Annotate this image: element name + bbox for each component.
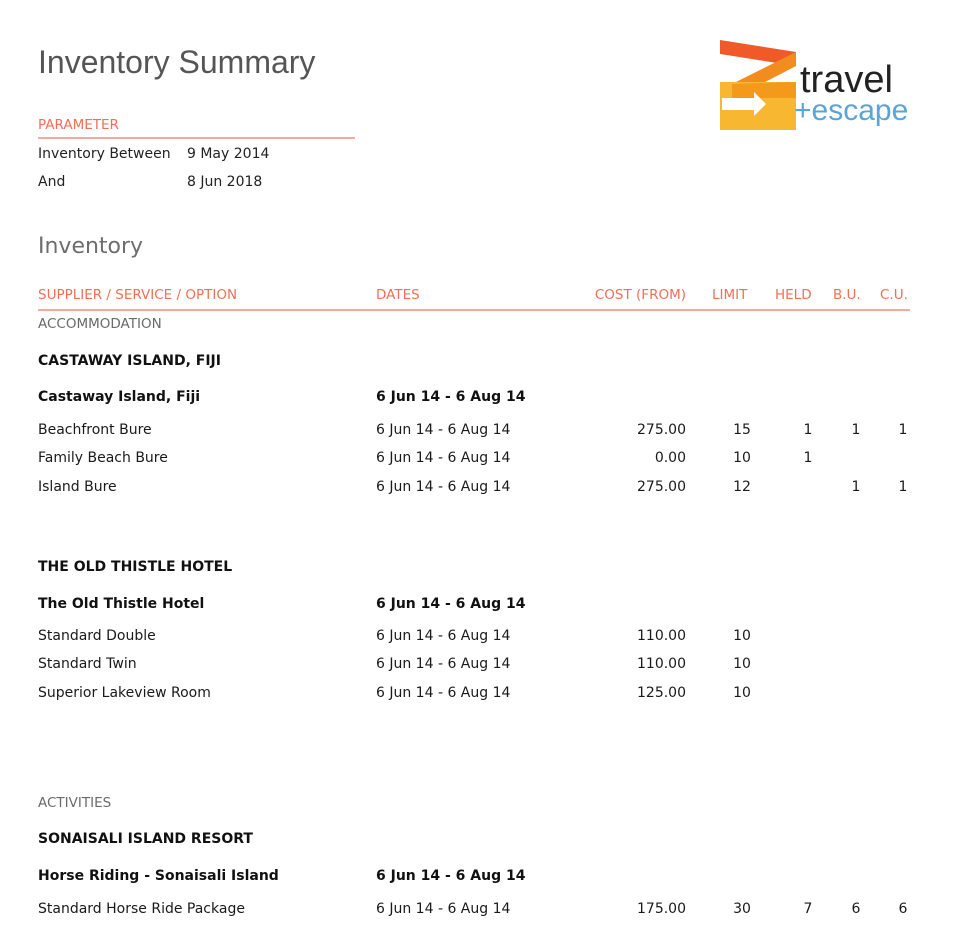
table-row — [0, 685, 960, 705]
option-cost: 125.00 — [637, 685, 686, 701]
option-name: Beachfront Bure — [38, 422, 152, 438]
option-limit: 12 — [733, 479, 751, 495]
option-limit: 10 — [733, 628, 751, 644]
option-dates: 6 Jun 14 - 6 Aug 14 — [376, 901, 511, 917]
table-row — [0, 422, 960, 442]
option-cost: 110.00 — [637, 656, 686, 672]
parameter-heading: PARAMETER — [38, 117, 355, 139]
option-name: Family Beach Bure — [38, 450, 168, 466]
supplier-heading: THE OLD THISTLE HOTEL — [38, 559, 233, 575]
option-cost: 175.00 — [637, 901, 686, 917]
supplier-heading: SONAISALI ISLAND RESORT — [38, 831, 253, 847]
option-held: 1 — [803, 422, 813, 438]
company-logo — [718, 38, 918, 134]
service-name: Horse Riding - Sonaisali Island — [38, 868, 279, 884]
category-label: ACTIVITIES — [38, 795, 112, 811]
option-held: 7 — [803, 901, 813, 917]
table-row — [0, 656, 960, 676]
option-dates: 6 Jun 14 - 6 Aug 14 — [376, 450, 511, 466]
option-limit: 15 — [733, 422, 751, 438]
parameter-value: 8 Jun 2018 — [187, 174, 263, 190]
option-cost: 275.00 — [637, 422, 686, 438]
table-row — [0, 901, 960, 921]
option-cu: 1 — [898, 479, 908, 495]
option-bu: 1 — [851, 422, 861, 438]
section-title: Inventory — [38, 234, 144, 259]
service-name: Castaway Island, Fiji — [38, 389, 201, 405]
option-cost: 0.00 — [654, 450, 686, 466]
option-cu: 6 — [898, 901, 908, 917]
service-dates: 6 Jun 14 - 6 Aug 14 — [376, 596, 526, 612]
column-header-held: HELD — [775, 287, 812, 303]
option-cost: 275.00 — [637, 479, 686, 495]
column-header-row — [38, 287, 910, 311]
option-dates: 6 Jun 14 - 6 Aug 14 — [376, 628, 511, 644]
table-row — [0, 628, 960, 648]
option-bu: 6 — [851, 901, 861, 917]
parameter-label: Inventory Between — [38, 146, 171, 162]
option-dates: 6 Jun 14 - 6 Aug 14 — [376, 685, 511, 701]
option-cu: 1 — [898, 422, 908, 438]
option-name: Superior Lakeview Room — [38, 685, 211, 701]
option-name: Island Bure — [38, 479, 117, 495]
column-header-dates: DATES — [376, 287, 420, 303]
table-row — [0, 479, 960, 499]
service-name: The Old Thistle Hotel — [38, 596, 205, 612]
option-limit: 10 — [733, 656, 751, 672]
svg-text:travel: travel — [800, 59, 893, 101]
service-row — [0, 596, 960, 616]
page-title: Inventory Summary — [38, 44, 316, 80]
parameter-row — [38, 146, 270, 162]
option-limit: 30 — [733, 901, 751, 917]
column-header-cu: C.U. — [880, 287, 908, 303]
category-label: ACCOMMODATION — [38, 316, 162, 332]
supplier-heading: CASTAWAY ISLAND, FIJI — [38, 353, 221, 369]
table-row — [0, 450, 960, 470]
option-bu: 1 — [851, 479, 861, 495]
parameter-value: 9 May 2014 — [187, 146, 270, 162]
option-name: Standard Twin — [38, 656, 137, 672]
option-name: Standard Horse Ride Package — [38, 901, 245, 917]
option-dates: 6 Jun 14 - 6 Aug 14 — [376, 422, 511, 438]
column-header-limit: LIMIT — [712, 287, 748, 303]
svg-text:+escape: +escape — [794, 94, 909, 127]
column-header-bu: B.U. — [833, 287, 861, 303]
option-dates: 6 Jun 14 - 6 Aug 14 — [376, 479, 511, 495]
parameter-row — [38, 174, 263, 190]
option-held: 1 — [803, 450, 813, 466]
parameter-label: And — [38, 174, 66, 190]
service-row — [0, 868, 960, 888]
column-header-cost: COST (FROM) — [594, 287, 686, 303]
option-limit: 10 — [733, 450, 751, 466]
option-dates: 6 Jun 14 - 6 Aug 14 — [376, 656, 511, 672]
option-limit: 10 — [733, 685, 751, 701]
option-cost: 110.00 — [637, 628, 686, 644]
service-dates: 6 Jun 14 - 6 Aug 14 — [376, 868, 526, 884]
option-name: Standard Double — [38, 628, 156, 644]
service-dates: 6 Jun 14 - 6 Aug 14 — [376, 389, 526, 405]
column-header-name: SUPPLIER / SERVICE / OPTION — [38, 287, 238, 303]
service-row — [0, 389, 960, 409]
